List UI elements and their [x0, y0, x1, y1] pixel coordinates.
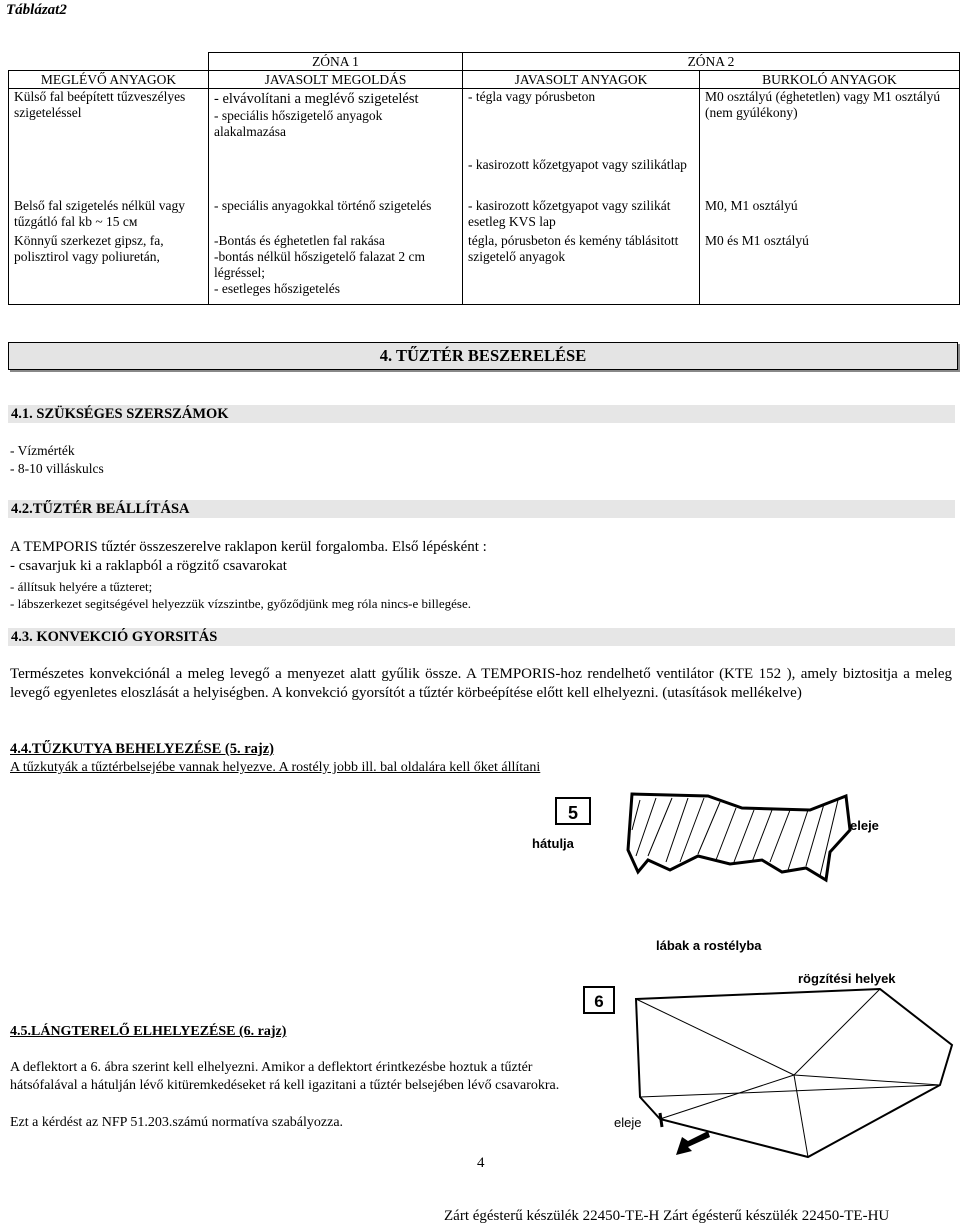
label-front: eleje — [850, 818, 879, 833]
figure-6-deflector-drawing — [580, 965, 956, 1175]
document-title: Táblázat2 — [6, 2, 67, 18]
figure-5-firedog-drawing — [520, 790, 940, 960]
deflector-paragraph: A deflektort a 6. ábra szerint kell elhelyezni. Amikor a deflektort érintkezésbe hoztuk a tűztér hátsófalával a hátulján lévő kitüremkedéseket rá kell igazitani a tűztér belsejében lévő csavarokra. — [10, 1060, 560, 1093]
cell-materials: tégla, pórusbeton és kemény táblásitott szigetelő anyagok — [463, 233, 700, 305]
cell-solution: - speciális anyagokkal történő szigetelés — [209, 198, 463, 233]
cell-cladding: M0, M1 osztályú — [700, 198, 960, 233]
label-front: eleje — [614, 1115, 642, 1130]
figure-number: 5 — [567, 803, 579, 823]
page-number: 4 — [477, 1155, 485, 1171]
cell-solution: - elvávolítani a meglévő szigetelést - speciális hőszigetelő anyagok alakalmazása — [209, 89, 463, 198]
deflector-plate — [636, 989, 952, 1157]
tool-item: - Vízmérték — [10, 443, 75, 458]
zone2-header: ZÓNA 2 — [463, 53, 960, 71]
cell-existing: Külső fal beépített tűzveszélyes szigeteléssel — [9, 89, 209, 198]
setup-line: - csavarjuk ki a raklapból a rögzitő csavarokat — [10, 558, 287, 574]
direction-arrow-icon — [676, 1131, 710, 1155]
setup-line: - állítsuk helyére a tűzteret; — [10, 579, 153, 594]
cell-existing: Belső fal szigetelés nélkül vagy tűzgátló fal kb ~ 15 см — [9, 198, 209, 233]
zone1-header: ZÓNA 1 — [209, 53, 463, 71]
col-header-existing: MEGLÉVŐ ANYAGOK — [9, 71, 209, 89]
cell-solution: -Bontás és éghetetlen fal rakása -bontás nélkül hőszigetelő falazat 2 cm légréssel; - esetleges hőszigetelés — [209, 233, 463, 305]
col-header-solution: JAVASOLT MEGOLDÁS — [209, 71, 463, 89]
section-heading-deflector: 4.5.LÁNGTERELŐ ELHELYEZÉSE (6. rajz) — [10, 1024, 287, 1039]
label-back: hátulja — [532, 836, 574, 851]
cell-materials: - tégla vagy pórusbeton - kasirozott kőzetgyapot vagy szilikátlap — [463, 89, 700, 198]
col-header-cladding: BURKOLÓ ANYAGOK — [700, 71, 960, 89]
section-heading-convection: 4.3. KONVEKCIÓ GYORSITÁS — [8, 628, 955, 646]
materials-table — [8, 52, 960, 305]
cell-cladding: M0 és M1 osztályú — [700, 233, 960, 305]
figure-number: 6 — [594, 992, 604, 1011]
cell-materials: - kasirozott kőzetgyapot vagy szilikát esetleg KVS lap — [463, 198, 700, 233]
label-bottom: lábak a rostélyba — [656, 938, 762, 953]
setup-line: A TEMPORIS tűztér összeszerelve raklapon kerül forgalomba. Első lépésként : — [10, 539, 487, 555]
empty-corner — [9, 53, 209, 71]
col-header-materials: JAVASOLT ANYAGOK — [463, 71, 700, 89]
cell-cladding: M0 osztályú (éghetetlen) vagy M1 osztályú (nem gyúlékony) — [700, 89, 960, 198]
section-heading-setup: 4.2.TŰZTÉR BEÁLLÍTÁSA — [8, 500, 955, 518]
table-row — [9, 89, 960, 198]
marker-line — [660, 1113, 662, 1127]
convection-paragraph: Természetes konvekciónál a meleg levegő a menyezet alatt gyűlik össze. A TEMPORIS-hoz rendelhető ventilátor (KTE 152 ), amely biztositja a meleg levegő egyenletes eloszlását a helyiségben. A konvekció gyorsítót a tűztér körbeépítése előtt kell elhelyezni. (utasítások mellékelve) — [10, 666, 952, 701]
section-heading-tools: 4.1. SZÜKSÉGES SZERSZÁMOK — [8, 405, 955, 423]
table-row — [9, 233, 960, 305]
setup-line: - lábszerkezet segitségével helyezzük vízszintbe, győződjünk meg róla nincs-e billegése. — [10, 596, 471, 611]
cell-existing: Könnyű szerkezet gipsz, fa, polisztirol vagy poliuretán, — [9, 233, 209, 305]
table-row — [9, 198, 960, 233]
label-fixing-points: rögzítési helyek — [798, 971, 896, 986]
section-heading-firedogs: 4.4.TŰZKUTYA BEHELYEZÉSE (5. rajz) — [10, 741, 275, 757]
standard-reference: Ezt a kérdést az NFP 51.203.számú normatíva szabályozza. — [10, 1115, 344, 1130]
firedog-shape — [628, 794, 850, 880]
footer-product-line: Zárt égésterű készülék 22450-TE-H Zárt égésterű készülék 22450-TE-HU — [444, 1208, 890, 1224]
firedogs-text: A tűzkutyák a tűztérbelsejébe vannak helyezve. A rostély jobb ill. bal oldalára kell őket állítani — [10, 760, 541, 775]
section-heading-installation: 4. TŰZTÉR BESZERELÉSE — [8, 342, 958, 370]
tool-item: - 8-10 villáskulcs — [10, 461, 104, 476]
